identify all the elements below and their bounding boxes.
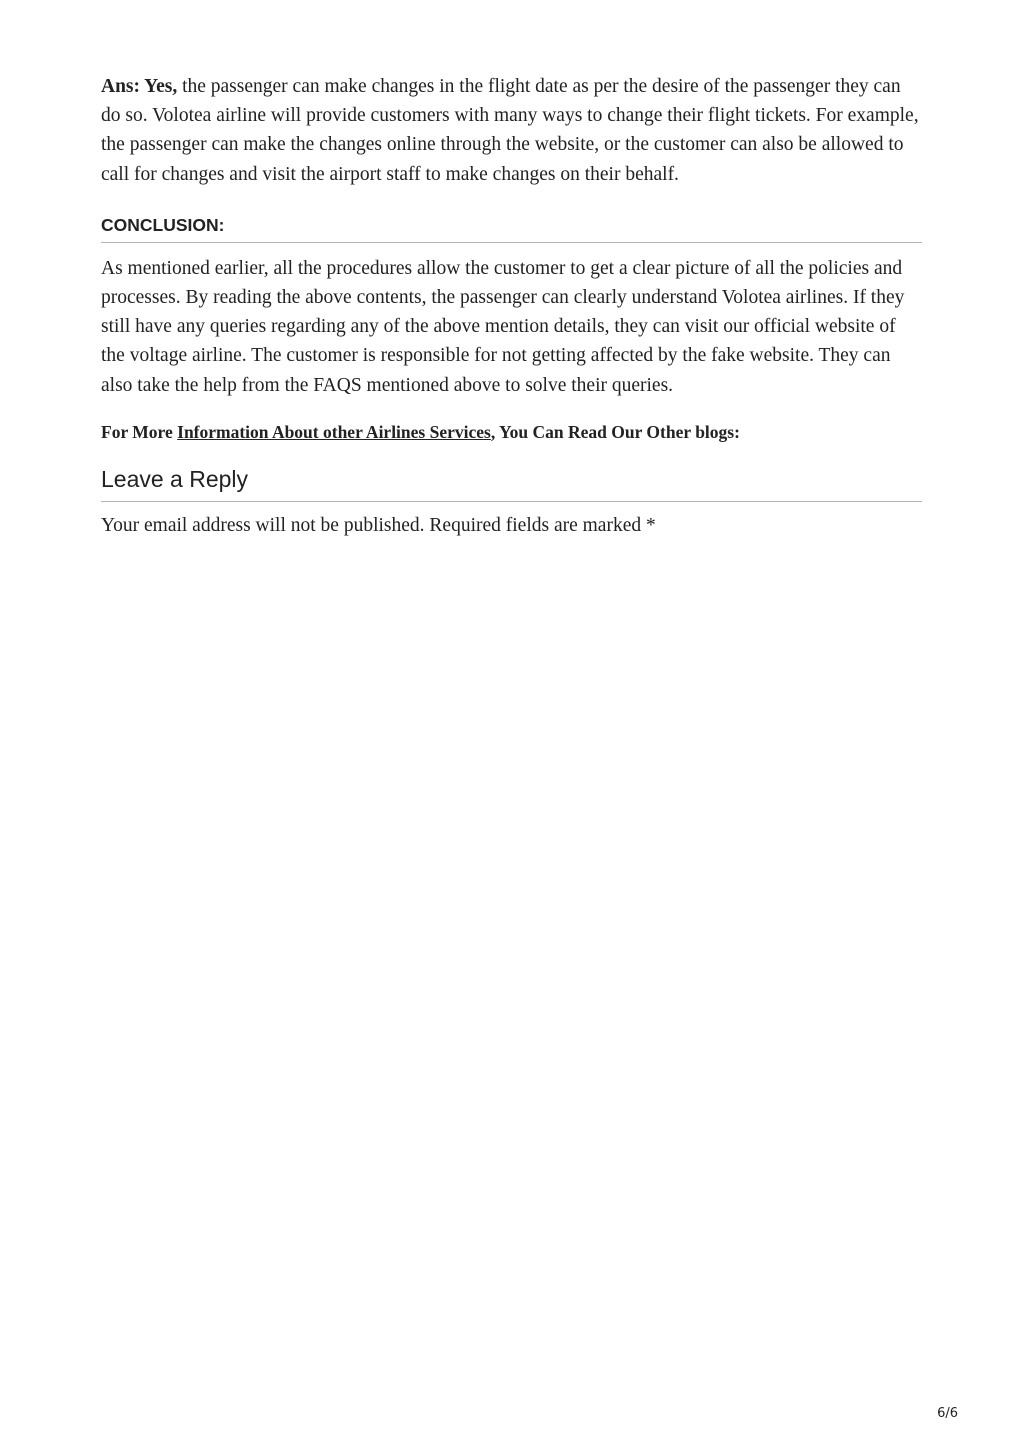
article-content [101, 72, 922, 540]
required-fields-note: Your email address will not be published. Required fields are marked * [101, 514, 656, 536]
conclusion-paragraph: As mentioned earlier, all the procedures allow the customer to get a clear picture of all the policies and processes. By reading the above contents, the passenger can clearly understand Volotea airlines. If they still have any queries regarding any of the above mention details, they can visit our official website of the voltage airline. The customer is responsible for not getting affected by the fake website. They can also take the help from the FAQS mentioned above to solve their queries. [101, 257, 905, 396]
page-number: 6/6 [937, 1406, 958, 1421]
conclusion-heading: CONCLUSION: [101, 215, 922, 243]
more-info-suffix: , You Can Read Our Other blogs: [490, 421, 740, 442]
leave-reply-heading: Leave a Reply [101, 466, 922, 502]
more-info-prefix: For More [101, 421, 178, 442]
answer-text: the passenger can make changes in the flight date as per the desire of the passenger they can do so. Volotea airline will provide customers with many ways to change their flight tickets. For example, the passenger can make the changes online through the website, or the customer can also be allowed to call for changes and visit the airport staff to make changes on their behalf. [101, 76, 919, 185]
answer-paragraph [101, 72, 922, 189]
more-info-line [101, 420, 922, 444]
airlines-services-link[interactable]: Information About other Airlines Services [177, 421, 491, 442]
answer-lead: Ans: Yes, [101, 76, 178, 97]
